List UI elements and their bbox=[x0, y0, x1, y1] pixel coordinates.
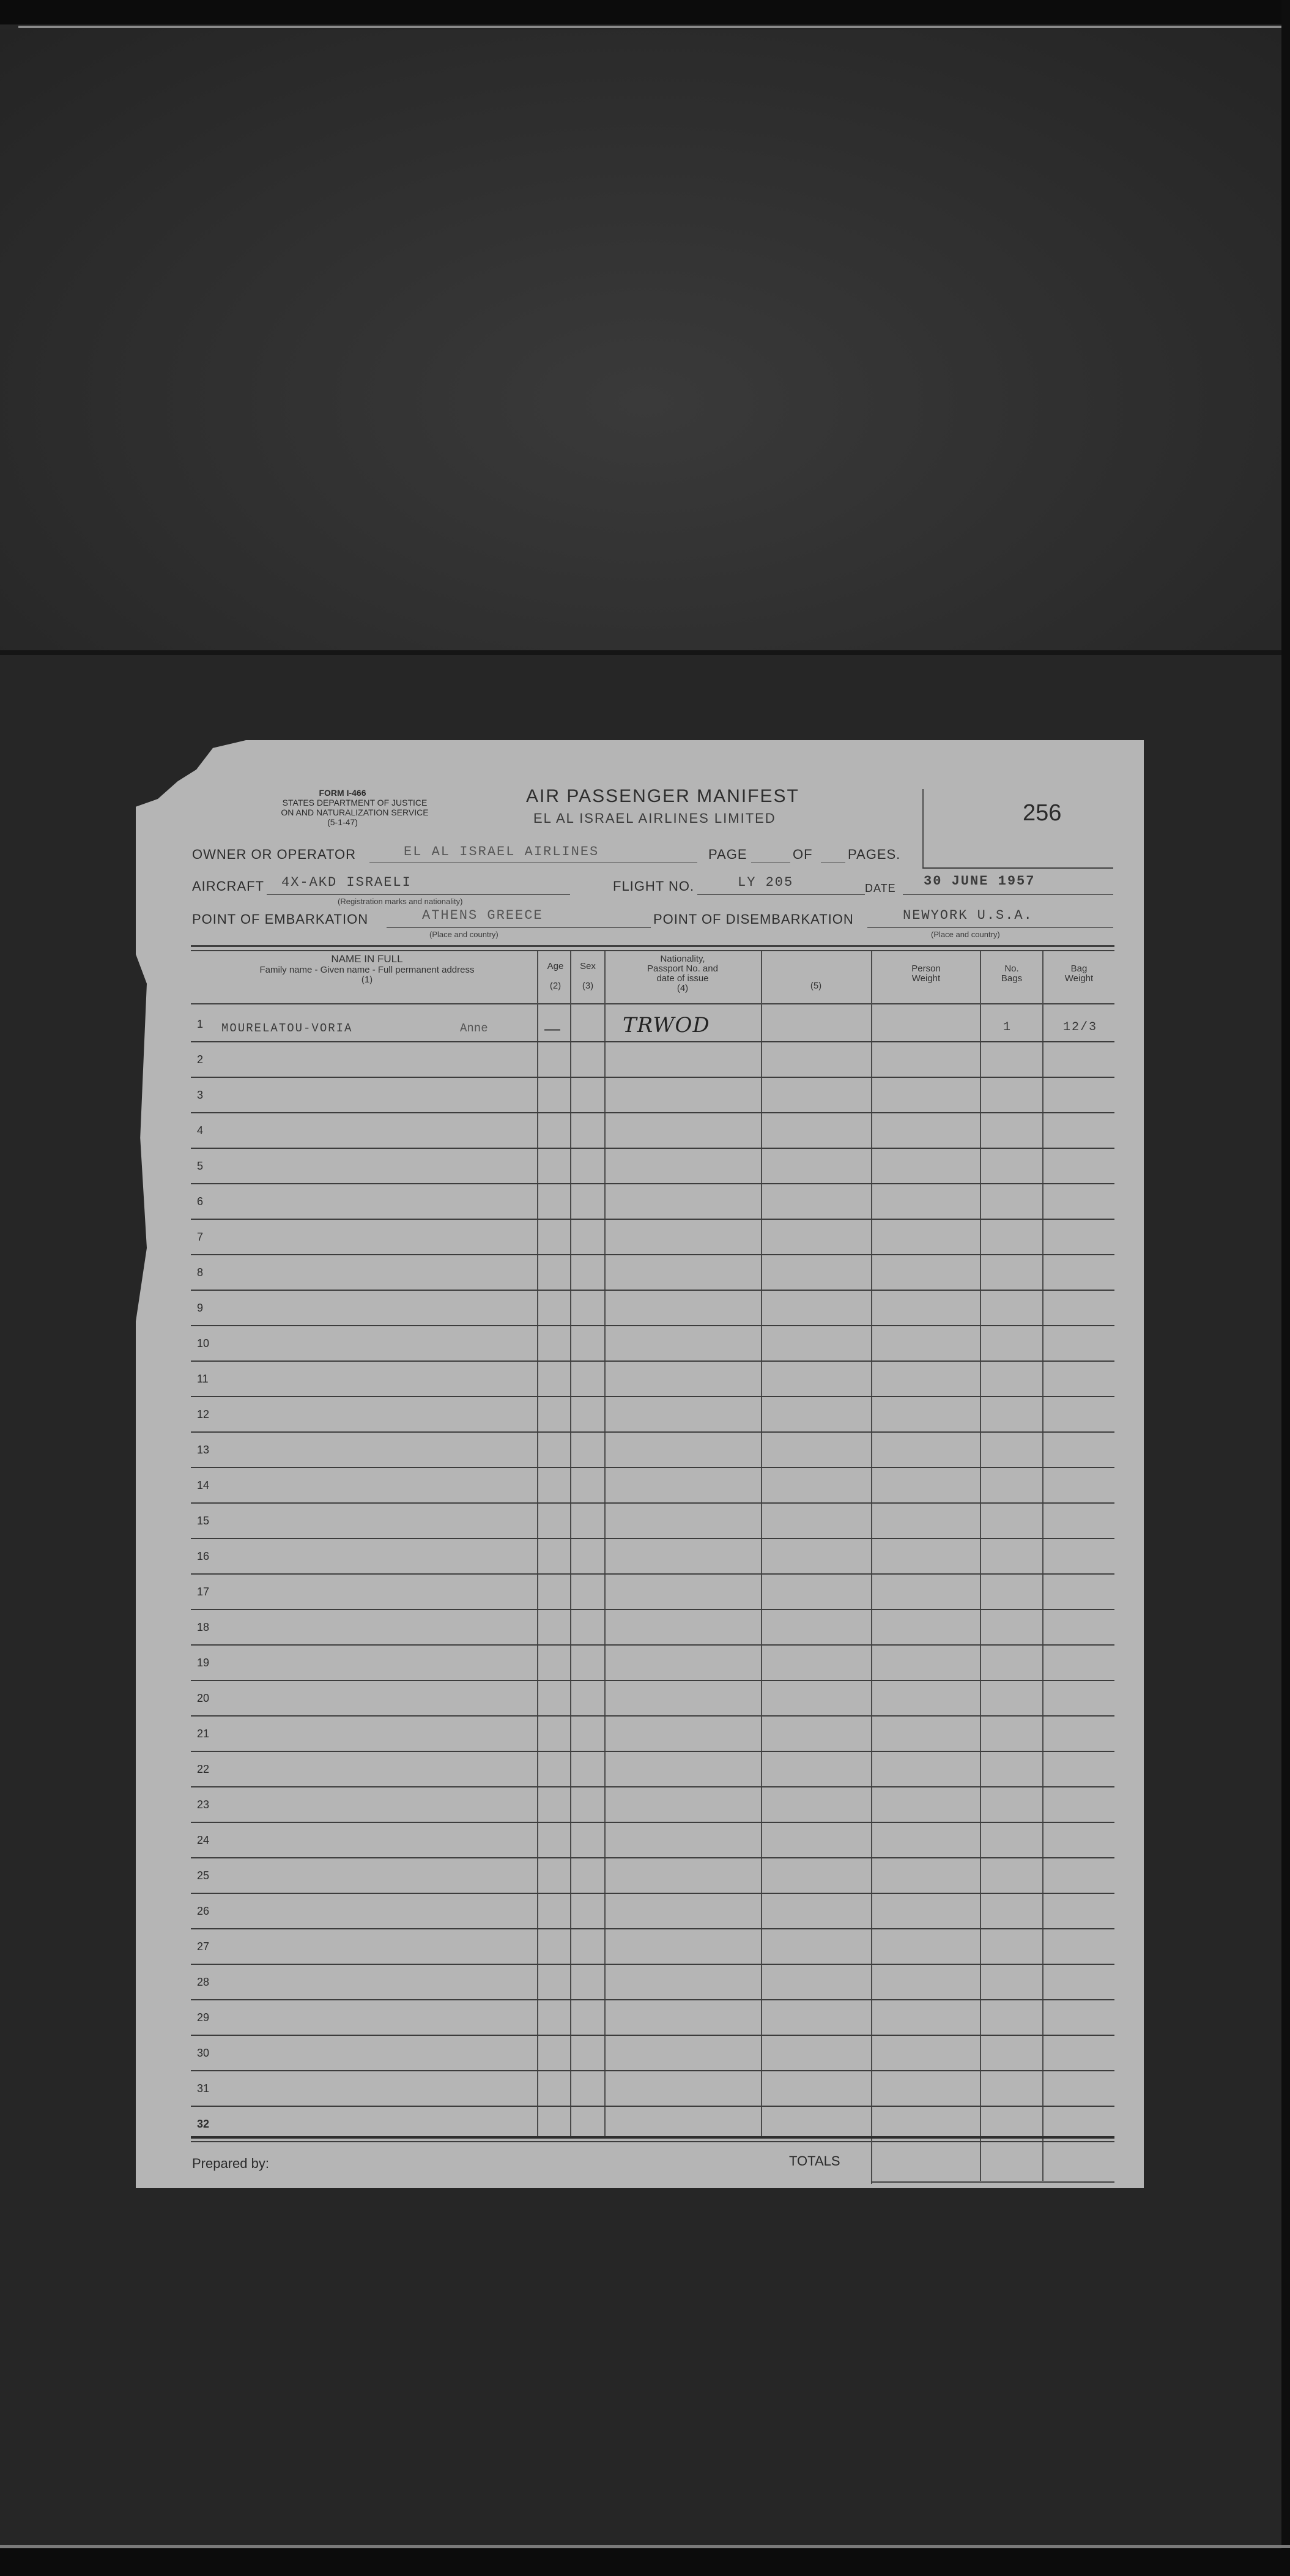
of-label: OF bbox=[793, 847, 813, 862]
table-row bbox=[191, 1112, 1114, 1113]
table-row bbox=[191, 1254, 1114, 1255]
col-bags-1: No. bbox=[1004, 963, 1019, 974]
table-row bbox=[191, 1041, 1114, 1042]
film-right-border bbox=[1281, 0, 1290, 2576]
film-top-border bbox=[0, 0, 1290, 24]
row-number: 10 bbox=[197, 1337, 210, 1349]
row-number: 24 bbox=[197, 1834, 210, 1846]
stamp-box-bottom bbox=[922, 867, 1113, 869]
row-number: 13 bbox=[197, 1444, 210, 1456]
row-number: 29 bbox=[197, 2011, 210, 2024]
header-bottom-rule bbox=[191, 1003, 1114, 1004]
col-age-number: (2) bbox=[549, 981, 562, 991]
disembarkation-label: POINT OF DISEMBARKATION bbox=[653, 911, 854, 927]
table-row bbox=[191, 1928, 1114, 1929]
registration-note: (Registration marks and nationality) bbox=[338, 897, 463, 906]
row-number: 12 bbox=[197, 1408, 210, 1420]
aircraft-underline bbox=[267, 894, 570, 895]
row-number: 28 bbox=[197, 1976, 210, 1988]
row-number: 17 bbox=[197, 1586, 210, 1598]
table-row bbox=[191, 1396, 1114, 1397]
flight-label: FLIGHT NO. bbox=[613, 878, 695, 894]
totals-box-bottom bbox=[871, 2181, 1114, 2183]
col-name-title: NAME IN FULL bbox=[331, 953, 403, 965]
aircraft-label: AIRCRAFT bbox=[192, 878, 264, 894]
bag-count: 1 bbox=[1003, 1020, 1012, 1034]
col-divider-bags bbox=[980, 951, 981, 2181]
form-service: ON AND NATURALIZATION SERVICE bbox=[281, 807, 429, 817]
row-number: 15 bbox=[197, 1515, 210, 1527]
row-number: 8 bbox=[197, 1266, 204, 1279]
form-department: STATES DEPARTMENT OF JUSTICE bbox=[282, 798, 428, 807]
film-frame-divider bbox=[0, 650, 1290, 655]
col-divider-person-weight bbox=[871, 951, 872, 2181]
table-row bbox=[191, 1219, 1114, 1220]
table-row bbox=[191, 2070, 1114, 2071]
totals-label: TOTALS bbox=[789, 2153, 840, 2169]
totals-box-left bbox=[871, 2139, 872, 2184]
prepared-by-label: Prepared by: bbox=[192, 2156, 269, 2171]
row-number: 11 bbox=[197, 1373, 209, 1385]
table-row bbox=[191, 2141, 1114, 2142]
table-row bbox=[191, 1857, 1114, 1858]
table-row bbox=[191, 1822, 1114, 1823]
film-bottom-border bbox=[0, 2548, 1290, 2576]
table-top-rule-2 bbox=[191, 950, 1114, 951]
col-bags-2: Bags bbox=[1001, 973, 1023, 984]
date-underline bbox=[903, 894, 1113, 895]
row-number: 2 bbox=[197, 1053, 204, 1066]
table-bottom-rule bbox=[191, 2136, 1114, 2139]
col-nationality-number: (4) bbox=[677, 983, 689, 993]
row-number: 5 bbox=[197, 1160, 204, 1172]
date-value: 30 JUNE 1957 bbox=[924, 874, 1036, 889]
form-number: FORM I-466 bbox=[319, 788, 366, 798]
embarkation-label: POINT OF EMBARKATION bbox=[192, 911, 369, 927]
row-number: 20 bbox=[197, 1692, 210, 1704]
passport-handwriting: TRWOD bbox=[623, 1013, 710, 1037]
age-dash-mark: — bbox=[544, 1019, 560, 1037]
owner-label: OWNER OR OPERATOR bbox=[192, 847, 356, 862]
table-row bbox=[191, 1290, 1114, 1291]
col-person-weight-2: Weight bbox=[911, 973, 941, 984]
row-number: 26 bbox=[197, 1905, 210, 1917]
table-row bbox=[191, 1360, 1114, 1362]
disembarkation-value: NEWYORK U.S.A. bbox=[903, 908, 1033, 923]
embarkation-note: (Place and country) bbox=[429, 930, 499, 939]
row-number: 27 bbox=[197, 1940, 210, 1953]
row-number: 25 bbox=[197, 1869, 210, 1882]
col-nationality-1: Nationality, bbox=[660, 954, 705, 964]
table-row bbox=[191, 1786, 1114, 1787]
col-bag-weight-1: Bag bbox=[1070, 963, 1088, 974]
col-person-weight-1: Person bbox=[911, 963, 941, 974]
passenger-given-name: Anne bbox=[460, 1022, 488, 1035]
table-row bbox=[191, 1431, 1114, 1433]
col-five: (5) bbox=[810, 981, 822, 991]
row-number: 4 bbox=[197, 1124, 204, 1137]
row-number: 16 bbox=[197, 1550, 210, 1562]
date-label: DATE bbox=[865, 882, 896, 894]
disembarkation-note: (Place and country) bbox=[931, 930, 1000, 939]
col-divider-bag-weight bbox=[1042, 951, 1043, 2181]
col-divider-age bbox=[537, 951, 538, 2138]
passenger-family-name: MOURELATOU-VORIA bbox=[221, 1022, 353, 1035]
row-number: 32 bbox=[197, 2118, 210, 2130]
table-row bbox=[191, 1964, 1114, 1965]
col-age: Age bbox=[547, 961, 564, 971]
table-row bbox=[191, 1538, 1114, 1539]
row-number: 9 bbox=[197, 1302, 204, 1314]
flight-underline bbox=[697, 894, 865, 895]
table-row bbox=[191, 1077, 1114, 1078]
col-sex: Sex bbox=[580, 961, 596, 971]
col-nationality-3: date of issue bbox=[656, 973, 709, 984]
table-row bbox=[191, 1644, 1114, 1646]
stamp-number: 256 bbox=[1023, 800, 1062, 826]
table-row bbox=[191, 1573, 1114, 1575]
table-row bbox=[191, 1502, 1114, 1504]
pages-label: PAGES. bbox=[848, 847, 901, 862]
table-row bbox=[191, 2035, 1114, 2036]
row-number: 31 bbox=[197, 2082, 210, 2095]
table-row bbox=[191, 1148, 1114, 1149]
table-row bbox=[191, 2106, 1114, 2107]
airline-name: EL AL ISRAEL AIRLINES LIMITED bbox=[533, 811, 776, 826]
col-name-subtitle: Family name - Given name - Full permanent address bbox=[259, 965, 475, 975]
embarkation-underline bbox=[387, 927, 651, 928]
col-name-number: (1) bbox=[361, 974, 373, 985]
form-date-code: (5-1-47) bbox=[327, 817, 358, 827]
film-bottom-edge-line bbox=[0, 2545, 1290, 2548]
bag-weight: 12/3 bbox=[1063, 1020, 1098, 1034]
row-number: 21 bbox=[197, 1728, 210, 1740]
row-number: 22 bbox=[197, 1763, 210, 1775]
col-bag-weight-2: Weight bbox=[1064, 973, 1094, 984]
row-number: 23 bbox=[197, 1798, 210, 1811]
row-number: 14 bbox=[197, 1479, 210, 1491]
embarkation-value: ATHENS GREECE bbox=[422, 908, 543, 923]
disembarkation-underline bbox=[867, 927, 1113, 928]
row-number: 18 bbox=[197, 1621, 210, 1633]
table-row bbox=[191, 1680, 1114, 1681]
owner-value: EL AL ISRAEL AIRLINES bbox=[404, 844, 599, 859]
col-sex-number: (3) bbox=[582, 981, 594, 991]
flight-value: LY 205 bbox=[738, 875, 794, 890]
row-number: 30 bbox=[197, 2047, 210, 2059]
table-row bbox=[191, 1325, 1114, 1326]
row-number: 7 bbox=[197, 1231, 204, 1243]
aircraft-value: 4X-AKD ISRAELI bbox=[281, 875, 412, 890]
table-row bbox=[191, 1183, 1114, 1184]
row-number: 19 bbox=[197, 1657, 210, 1669]
row-number: 3 bbox=[197, 1089, 204, 1101]
stamp-box-left bbox=[922, 789, 924, 869]
table-top-rule bbox=[191, 945, 1114, 947]
col-divider-sex bbox=[570, 951, 571, 2138]
table-row bbox=[191, 1609, 1114, 1610]
table-row bbox=[191, 1715, 1114, 1717]
film-blank-frame bbox=[0, 29, 1290, 650]
table-row bbox=[191, 1467, 1114, 1468]
film-edge-line bbox=[18, 26, 1290, 28]
col-divider-nationality bbox=[604, 951, 606, 2138]
table-row bbox=[191, 1751, 1114, 1752]
col-divider-five bbox=[761, 951, 762, 2138]
row-number: 1 bbox=[197, 1018, 204, 1030]
table-row bbox=[191, 1999, 1114, 2000]
manifest-title: AIR PASSENGER MANIFEST bbox=[526, 786, 799, 806]
col-nationality-2: Passport No. and bbox=[647, 963, 718, 974]
page-label: PAGE bbox=[708, 847, 747, 862]
row-number: 6 bbox=[197, 1195, 204, 1208]
table-row bbox=[191, 1893, 1114, 1894]
